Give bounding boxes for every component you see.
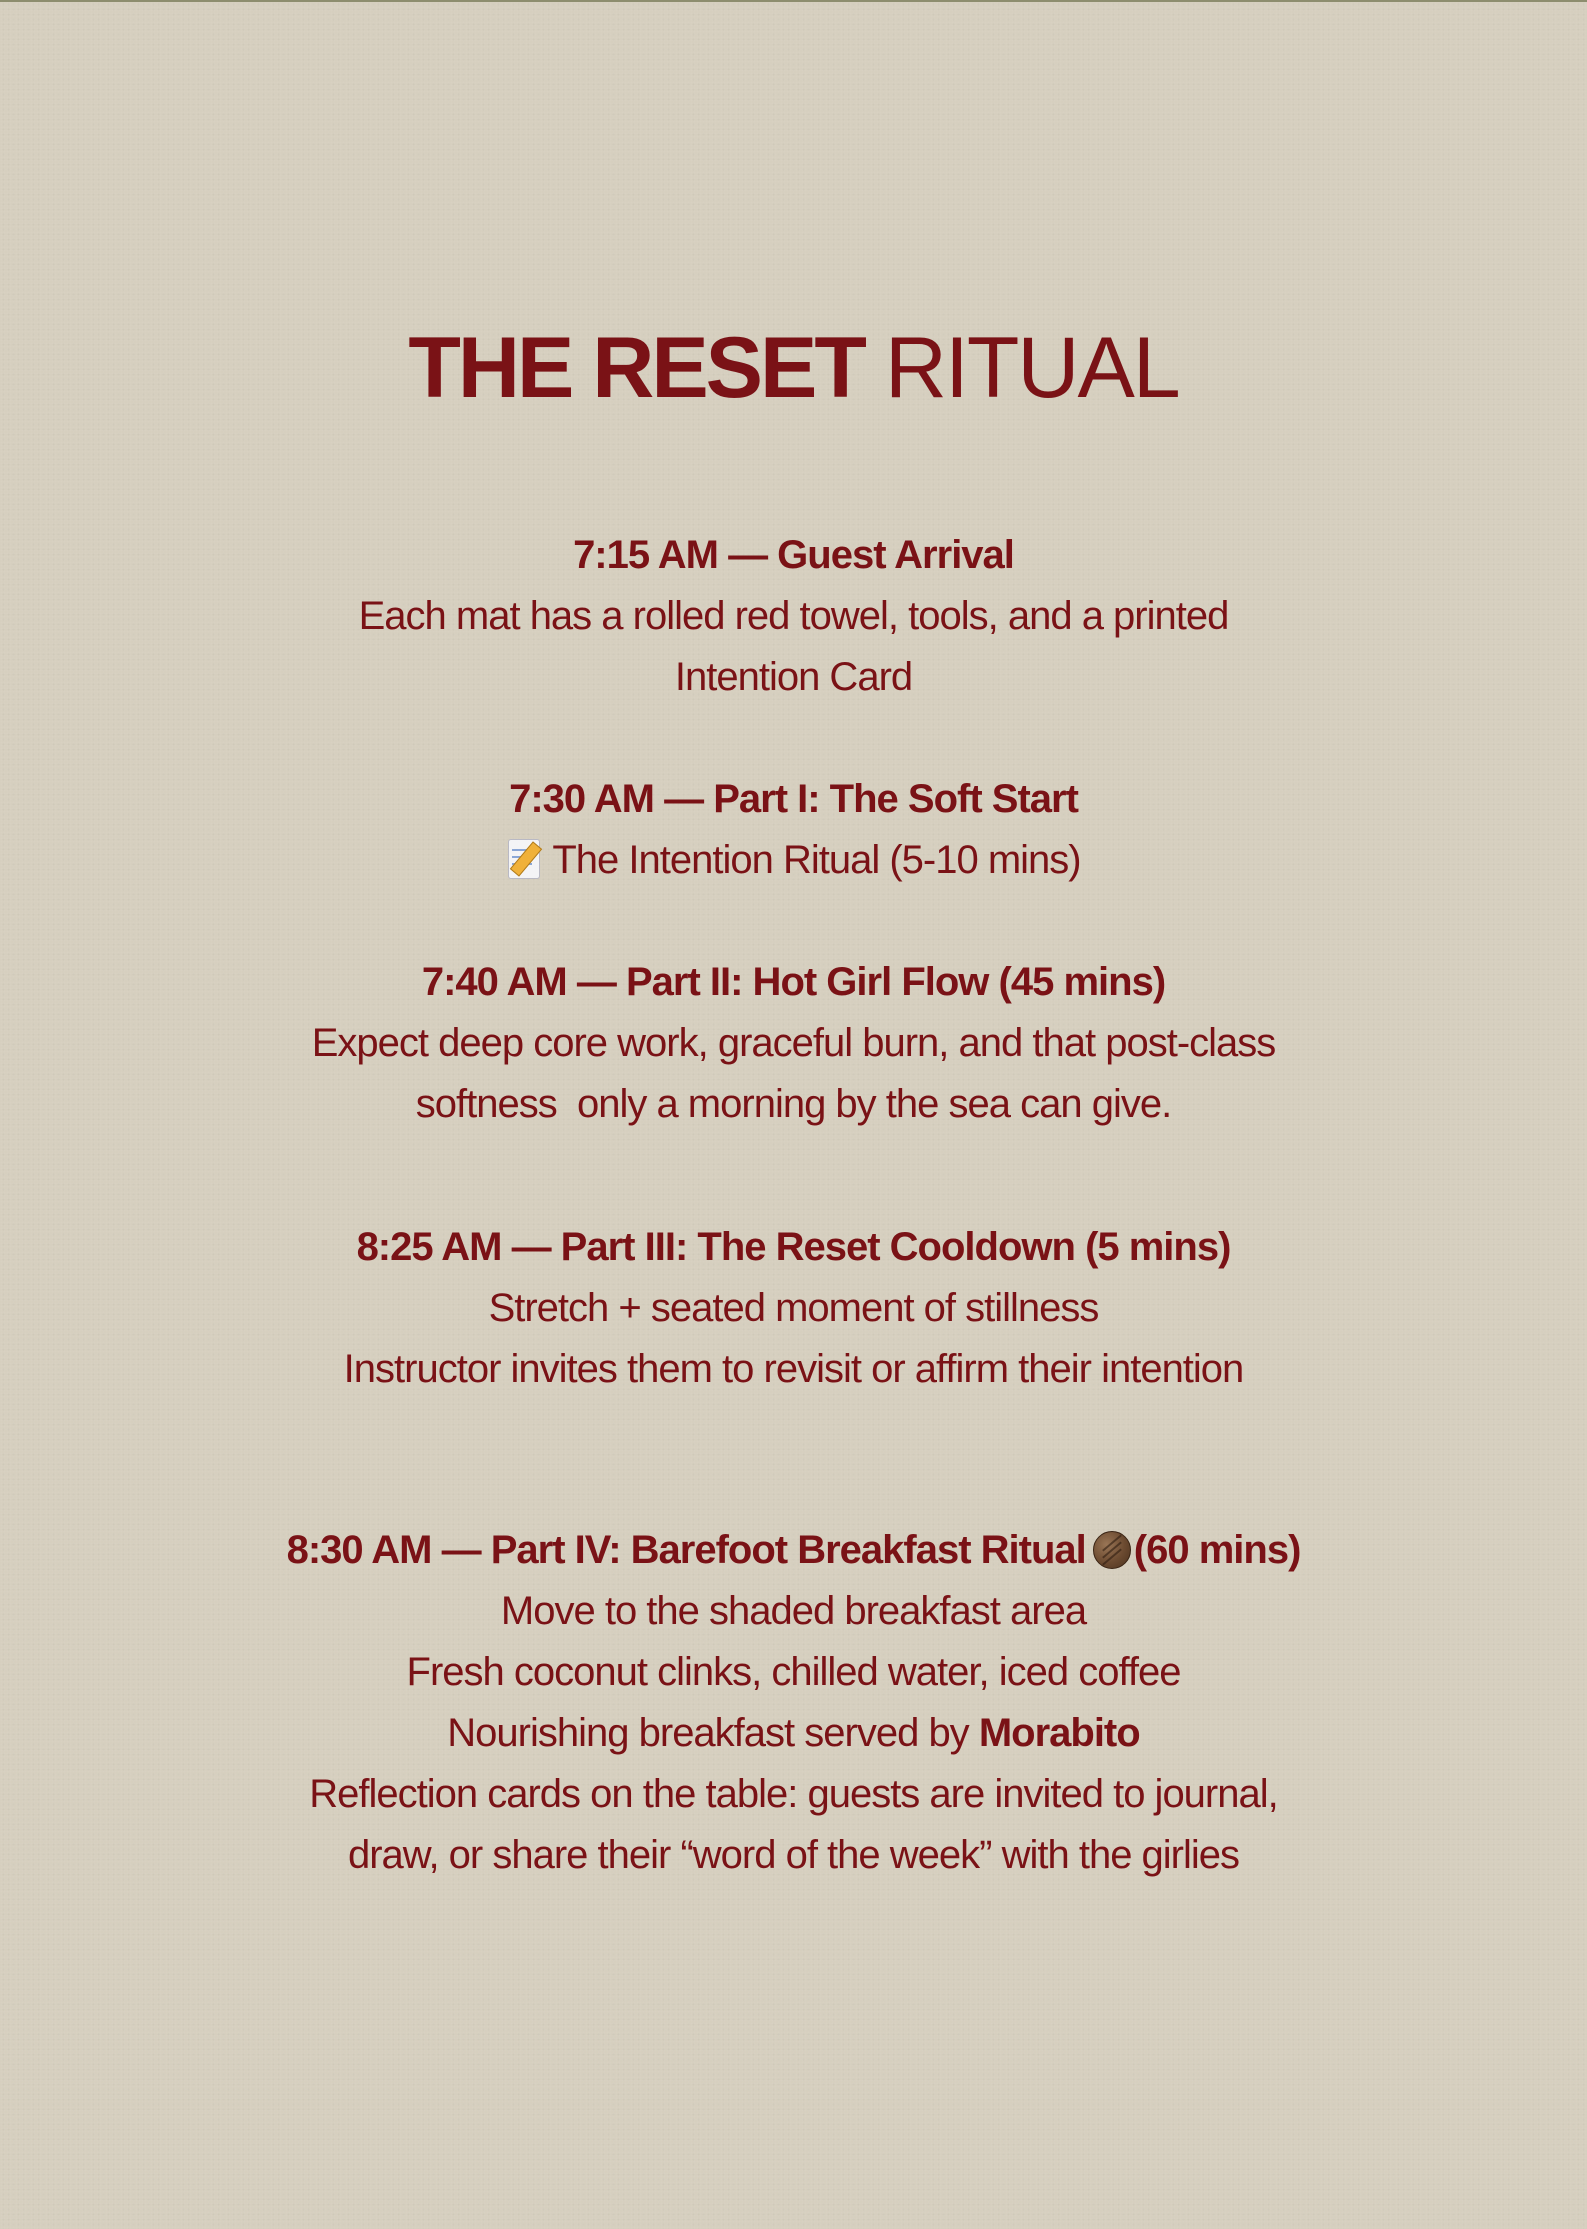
section-text-line: softness only a morning by the sea can give. xyxy=(415,1082,1172,1126)
section-reset-cooldown xyxy=(0,1217,1587,1400)
memo-pencil-icon xyxy=(506,835,546,879)
section-heading: 7:30 AM — Part I: The Soft Start xyxy=(509,777,1078,821)
section-text-line: Fresh coconut clinks, chilled water, iced coffee xyxy=(406,1650,1181,1694)
section-text-line: Expect deep core work, graceful burn, and that post-class xyxy=(311,1021,1276,1065)
intention-ritual-text: The Intention Ritual (5-10 mins) xyxy=(552,838,1081,882)
title-light-part: RITUAL xyxy=(884,320,1179,416)
section-heading xyxy=(0,1520,1587,1581)
section-text-line xyxy=(0,830,1587,891)
section-hot-girl-flow xyxy=(0,952,1587,1135)
section-soft-start xyxy=(0,769,1587,891)
section-barefoot-breakfast xyxy=(0,1520,1587,1886)
section-text-line: draw, or share their “word of the week” with the girlies xyxy=(347,1833,1240,1877)
section-text-line: Move to the shaded breakfast area xyxy=(500,1589,1087,1633)
section-text-line: Intention Card xyxy=(674,655,913,699)
section-heading: 7:15 AM — Guest Arrival xyxy=(573,533,1014,577)
served-by-name: Morabito xyxy=(978,1711,1140,1755)
section-heading: 7:40 AM — Part II: Hot Girl Flow (45 mins) xyxy=(421,960,1166,1004)
section-heading: 8:25 AM — Part III: The Reset Cooldown (5 mins) xyxy=(356,1225,1231,1269)
section-text-line: Each mat has a rolled red towel, tools, and a printed xyxy=(358,594,1229,638)
title-bold-part: THE RESET xyxy=(408,320,864,416)
section-text-line xyxy=(0,1703,1587,1764)
breakfast-duration-text: (60 mins) xyxy=(1133,1528,1301,1572)
breakfast-heading-text: 8:30 AM — Part IV: Barefoot Breakfast Ritual xyxy=(286,1528,1086,1572)
section-text-line: Reflection cards on the table: guests are invited to journal, xyxy=(309,1772,1278,1816)
section-text-line: Stretch + seated moment of stillness xyxy=(488,1286,1099,1330)
section-text-line: Instructor invites them to revisit or affirm their intention xyxy=(343,1347,1244,1391)
coconut-icon xyxy=(1092,1530,1132,1570)
section-guest-arrival xyxy=(0,525,1587,708)
page-title xyxy=(0,318,1587,418)
served-by-prefix: Nourishing breakfast served by xyxy=(447,1711,969,1755)
